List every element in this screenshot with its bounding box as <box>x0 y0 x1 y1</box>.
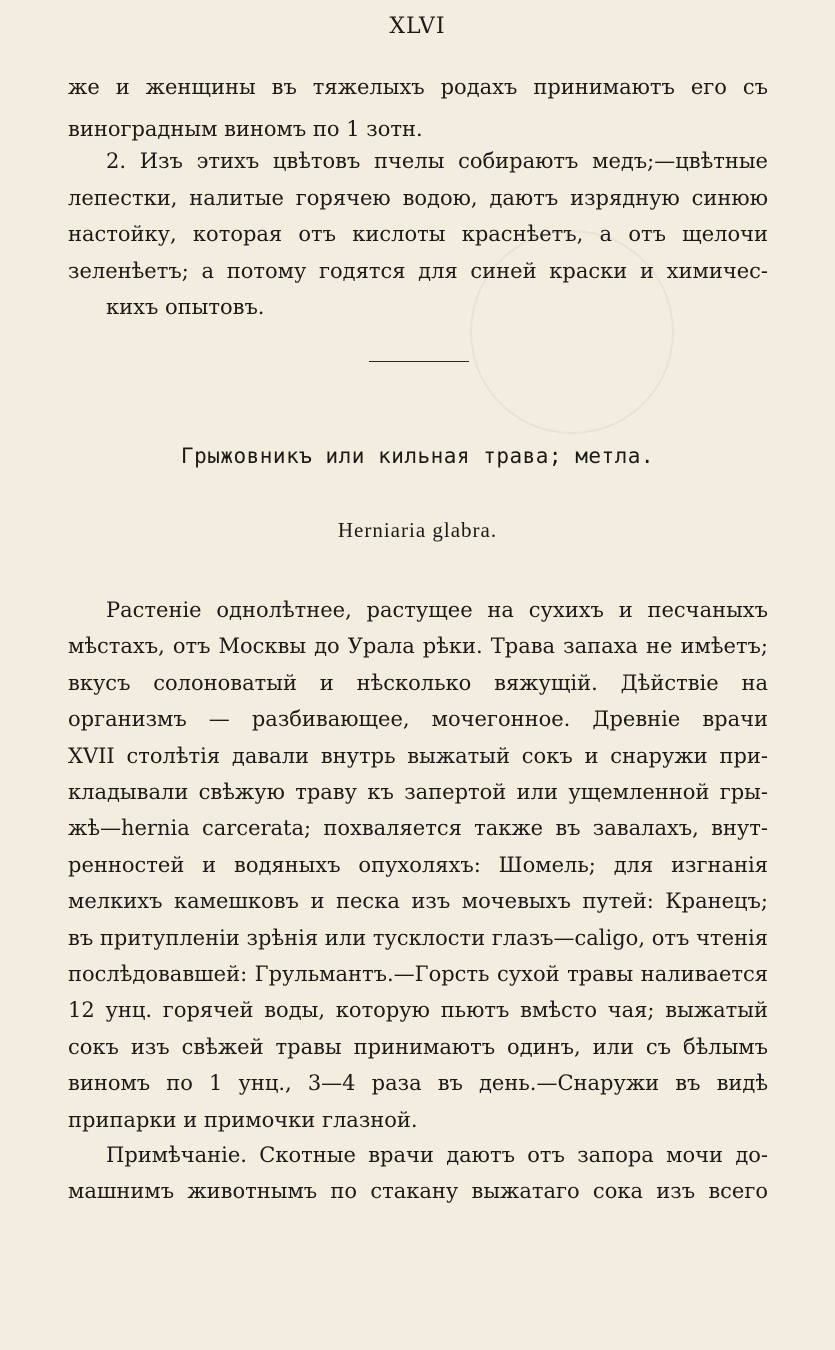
text-line: мелкихъ камешковъ и песка изъ мочевыхъ путей: Кранецъ; <box>68 889 768 914</box>
section-divider <box>369 361 469 362</box>
text-line: Растеніе однолѣтнее, растущее на сухихъ и песчаныхъ <box>106 598 768 622</box>
text-line: въ притупленіи зрѣнія или тусклости глазъ—caligo, отъ чтенія <box>68 925 768 950</box>
text-line: Примѣчаніе. Скотные врачи даютъ отъ запора мочи до- <box>106 1143 768 1167</box>
paragraph-continuation <box>68 66 768 150</box>
page-number: XLVI <box>389 14 446 39</box>
section-heading: Грыжовникъ или кильная трава; метла. <box>180 444 655 468</box>
text-line: машнимъ животнымъ по стакану выжатаго сока изъ всего <box>68 1179 768 1203</box>
text-line: XVII столѣтія давали внутрь выжатый сокъ и снаружи при- <box>68 743 768 768</box>
text-line: сокъ изъ свѣжей травы принимаютъ одинъ, или съ бѣлымъ <box>68 1034 768 1059</box>
paragraph-note <box>68 1137 768 1209</box>
text-line: 12 унц. горячей воды, которую пьютъ вмѣсто чая; выжатый <box>68 998 768 1023</box>
paragraph-description <box>68 592 768 1138</box>
text-line: вкусъ солоноватый и нѣсколько вяжущій. Дѣйствіе на <box>68 670 768 695</box>
text-line: зеленѣетъ; а потому годятся для синей краски и химичес- <box>68 258 768 283</box>
latin-name: Herniaria glabra. <box>337 518 498 542</box>
text-line: виноградным виномъ по 1 зотн. <box>68 117 423 141</box>
text-line: 2. Изъ этихъ цвѣтовъ пчелы собираютъ медъ;—цвѣтные <box>106 149 768 173</box>
text-line: жѣ—hernia carcerata; похваляется также въ завалахъ, внут- <box>68 816 768 841</box>
text-line: кладывали свѣжую траву къ запертой или ущемленной гры- <box>68 780 768 805</box>
text-line: организмъ — разбивающее, мочегонное. Древніе врачи <box>68 707 768 732</box>
text-line: послѣдовавшей: Грульмантъ.—Горсть сухой травы наливается <box>68 962 768 987</box>
text-line: кихъ опытовъ. <box>106 295 265 319</box>
text-line: мѣстахъ, отъ Москвы до Урала рѣки. Трава запаха не имѣетъ; <box>68 634 768 659</box>
text-line: же и женщины въ тяжелыхъ родахъ принимаютъ его съ <box>68 75 768 99</box>
text-line: настойку, которая отъ кислоты краснѣетъ, а отъ щелочи <box>68 222 768 246</box>
paragraph-bees <box>68 143 768 326</box>
text-line: припарки и примочки глазной. <box>68 1107 418 1132</box>
text-line: ренностей и водяныхъ опухоляхъ: Шомель; для изгнанія <box>68 852 768 877</box>
text-line: виномъ по 1 унц., 3—4 раза въ день.—Снаружи въ видѣ <box>68 1071 768 1096</box>
text-line: лепестки, налитые горячею водою, даютъ изрядную синюю <box>68 185 768 210</box>
